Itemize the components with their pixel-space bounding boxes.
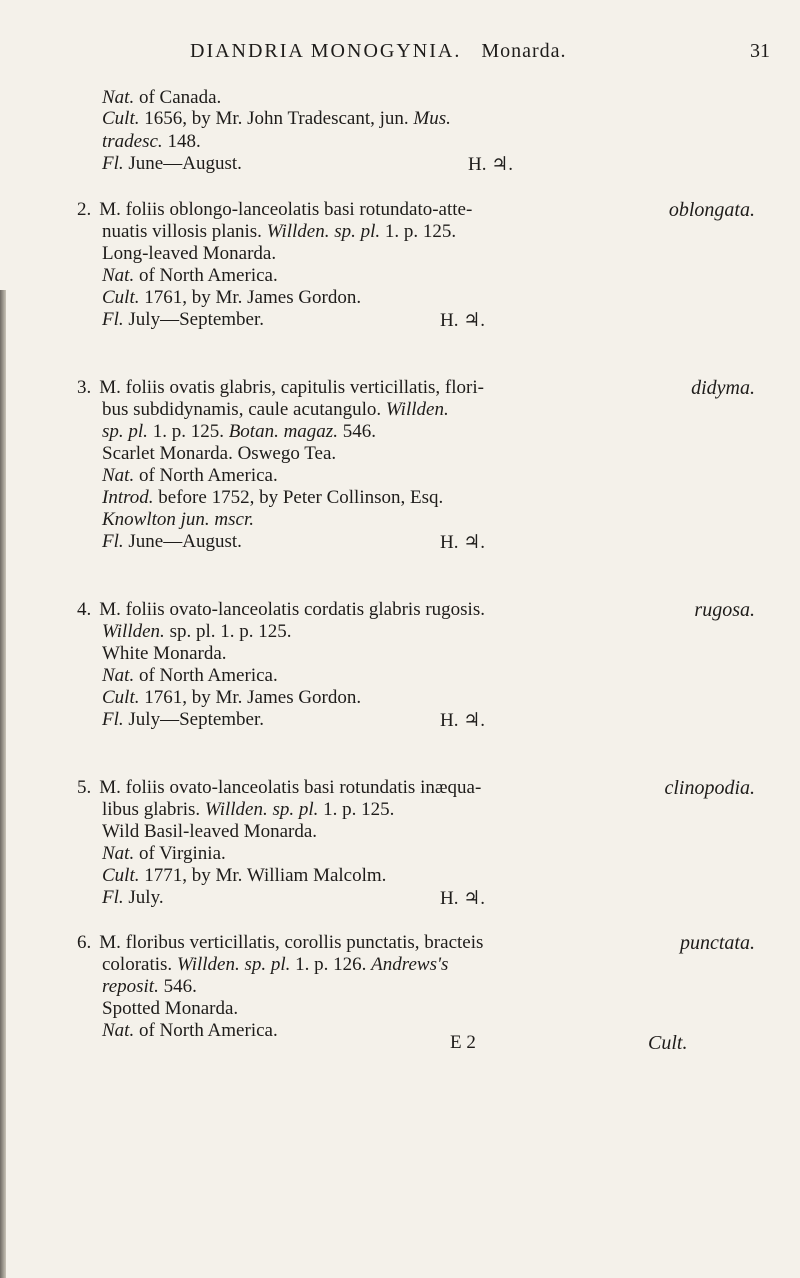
entry-number: 3. bbox=[77, 377, 92, 398]
citation-italic: tradesc. bbox=[102, 131, 163, 152]
entry-field-label: Cult. bbox=[102, 687, 140, 708]
entry-text: 1. p. 125. bbox=[318, 799, 395, 820]
catchword: Cult. bbox=[648, 1032, 688, 1054]
entry-line bbox=[102, 887, 164, 909]
entry-line bbox=[102, 287, 361, 309]
entry-text: 148. bbox=[162, 131, 201, 152]
citation-italic: Willden. sp. pl. bbox=[266, 221, 381, 242]
entry-text: sp. pl. 1. p. 125. bbox=[164, 621, 292, 642]
entry-line bbox=[102, 131, 201, 153]
page-number: 31 bbox=[750, 40, 770, 62]
citation-italic: Botan. magaz. bbox=[228, 421, 338, 442]
citation-italic: reposit. bbox=[102, 976, 159, 997]
entry-line bbox=[77, 199, 472, 221]
entry-field-label: Nat. bbox=[102, 1020, 135, 1041]
citation-italic: Andrews's bbox=[371, 954, 449, 975]
entry-field-label: Nat. bbox=[102, 87, 135, 108]
entry-line bbox=[102, 709, 264, 731]
running-title: DIANDRIA MONOGYNIA. bbox=[190, 40, 462, 62]
species-epithet: clinopodia. bbox=[664, 777, 755, 799]
entry-line bbox=[102, 1020, 278, 1042]
entry-line bbox=[102, 643, 227, 665]
entry-text: Long-leaved Monarda. bbox=[102, 243, 277, 264]
entry-line bbox=[102, 465, 278, 487]
citation-italic: Willden. sp. pl. bbox=[204, 799, 319, 820]
entry-text: coloratis. bbox=[102, 954, 177, 975]
entry-text: 1761, by Mr. James Gordon. bbox=[139, 287, 362, 308]
entry-field-label: Fl. bbox=[102, 309, 124, 330]
entry-text: before 1752, by Peter Collinson, Esq. bbox=[153, 487, 444, 508]
entry-text: of North America. bbox=[134, 265, 278, 286]
entry-line bbox=[102, 998, 238, 1020]
citation-italic: Willden. bbox=[102, 621, 165, 642]
entry-number: 5. bbox=[77, 777, 92, 798]
entry-text: of Canada. bbox=[134, 87, 222, 108]
entry-line bbox=[102, 865, 386, 887]
entry-field-label: Fl. bbox=[102, 153, 124, 174]
entry-text: 1. p. 125. bbox=[147, 421, 229, 442]
running-head bbox=[190, 40, 567, 63]
entry-text: 1. p. 125. bbox=[380, 221, 457, 242]
entry-line bbox=[102, 108, 451, 130]
entry-field-label: Nat. bbox=[102, 665, 135, 686]
entry-text: bus subdidynamis, caule acutangulo. bbox=[102, 399, 386, 420]
entry-text: White Monarda. bbox=[102, 643, 227, 664]
habit-mark: H. ♃. bbox=[440, 888, 486, 909]
entry-text: July—September. bbox=[123, 709, 265, 730]
species-epithet: punctata. bbox=[680, 932, 755, 954]
species-epithet: didyma. bbox=[691, 377, 755, 399]
habit-mark: H. ♃. bbox=[468, 154, 514, 175]
entry-line bbox=[77, 377, 484, 399]
citation-italic: sp. pl. bbox=[102, 421, 148, 442]
entry-line bbox=[102, 821, 317, 843]
entry-line bbox=[102, 976, 197, 998]
entry-line bbox=[102, 221, 456, 243]
entry-text: Wild Basil-leaved Monarda. bbox=[102, 821, 318, 842]
entry-text: July. bbox=[123, 887, 164, 908]
entry-line bbox=[102, 243, 276, 265]
entry-text: M. foliis ovato-lanceolatis basi rotundatis inæqua- bbox=[99, 777, 482, 798]
entry-field-label: Nat. bbox=[102, 843, 135, 864]
entry-line bbox=[102, 621, 292, 643]
page-edge-shadow bbox=[0, 290, 6, 1278]
entry-field-label: Fl. bbox=[102, 709, 124, 730]
entry-text: M. foliis oblongo-lanceolatis basi rotundato-atte- bbox=[99, 199, 473, 220]
entry-line bbox=[77, 932, 483, 954]
entry-text: July—September. bbox=[123, 309, 265, 330]
entry-text: M. foliis ovato-lanceolatis cordatis glabris rugosis. bbox=[99, 599, 485, 620]
entry-line bbox=[102, 265, 278, 287]
entry-text: 1761, by Mr. James Gordon. bbox=[139, 687, 362, 708]
entry-text: June—August. bbox=[123, 531, 242, 552]
entry-field-label: Cult. bbox=[102, 108, 140, 129]
entry-number: 6. bbox=[77, 932, 92, 953]
entry-line bbox=[102, 309, 264, 331]
entry-line bbox=[102, 87, 221, 109]
entry-number: 2. bbox=[77, 199, 92, 220]
citation-italic: Willden. sp. pl. bbox=[176, 954, 291, 975]
citation-italic: Willden. bbox=[385, 399, 449, 420]
entry-line bbox=[102, 399, 449, 421]
entry-line bbox=[102, 799, 394, 821]
entry-line bbox=[102, 443, 336, 465]
entry-text: of North America. bbox=[134, 1020, 278, 1041]
entry-text: June—August. bbox=[123, 153, 242, 174]
entry-line bbox=[102, 687, 361, 709]
entry-text: M. foliis ovatis glabris, capitulis verticillatis, flori- bbox=[99, 377, 484, 398]
entry-line bbox=[102, 531, 242, 553]
entry-text: of Virginia. bbox=[134, 843, 226, 864]
entry-field-label: Nat. bbox=[102, 465, 135, 486]
entry-text: M. floribus verticillatis, corollis punctatis, bracteis bbox=[99, 932, 484, 953]
entry-line bbox=[102, 153, 242, 175]
entry-line bbox=[102, 509, 254, 531]
entry-line bbox=[77, 599, 485, 621]
entry-line bbox=[102, 843, 226, 865]
habit-mark: H. ♃. bbox=[440, 710, 486, 731]
habit-mark: H. ♃. bbox=[440, 532, 486, 553]
entry-text: Spotted Monarda. bbox=[102, 998, 239, 1019]
entry-field-label: Nat. bbox=[102, 265, 135, 286]
entry-line bbox=[102, 665, 278, 687]
species-epithet: oblongata. bbox=[668, 199, 755, 221]
entry-line bbox=[102, 954, 448, 976]
entry-text: libus glabris. bbox=[102, 799, 205, 820]
entry-text: Scarlet Monarda. Oswego Tea. bbox=[102, 443, 337, 464]
entry-number: 4. bbox=[77, 599, 92, 620]
entry-text: 546. bbox=[337, 421, 376, 442]
entry-field-label: Fl. bbox=[102, 531, 124, 552]
entry-field-label: Fl. bbox=[102, 887, 124, 908]
entry-text: 1. p. 126. bbox=[290, 954, 372, 975]
entry-line bbox=[102, 487, 443, 509]
entry-field-label: Cult. bbox=[102, 287, 140, 308]
entry-text: 1771, by Mr. William Malcolm. bbox=[139, 865, 387, 886]
signature-mark: E 2 bbox=[450, 1032, 476, 1053]
entry-text: of North America. bbox=[134, 665, 278, 686]
genus-title: Monarda. bbox=[481, 40, 567, 62]
entry-text: 1656, by Mr. John Tradescant, jun. bbox=[139, 108, 414, 129]
entry-field-label: Cult. bbox=[102, 865, 140, 886]
citation-italic: Mus. bbox=[413, 108, 451, 129]
entry-text: 546. bbox=[158, 976, 197, 997]
citation-italic: Knowlton jun. mscr. bbox=[102, 509, 255, 530]
entry-line bbox=[77, 777, 481, 799]
habit-mark: H. ♃. bbox=[440, 310, 486, 331]
species-epithet: rugosa. bbox=[694, 599, 755, 621]
entry-text: of North America. bbox=[134, 465, 278, 486]
entry-field-label: Introd. bbox=[102, 487, 154, 508]
entry-line bbox=[102, 421, 376, 443]
entry-text: nuatis villosis planis. bbox=[102, 221, 267, 242]
